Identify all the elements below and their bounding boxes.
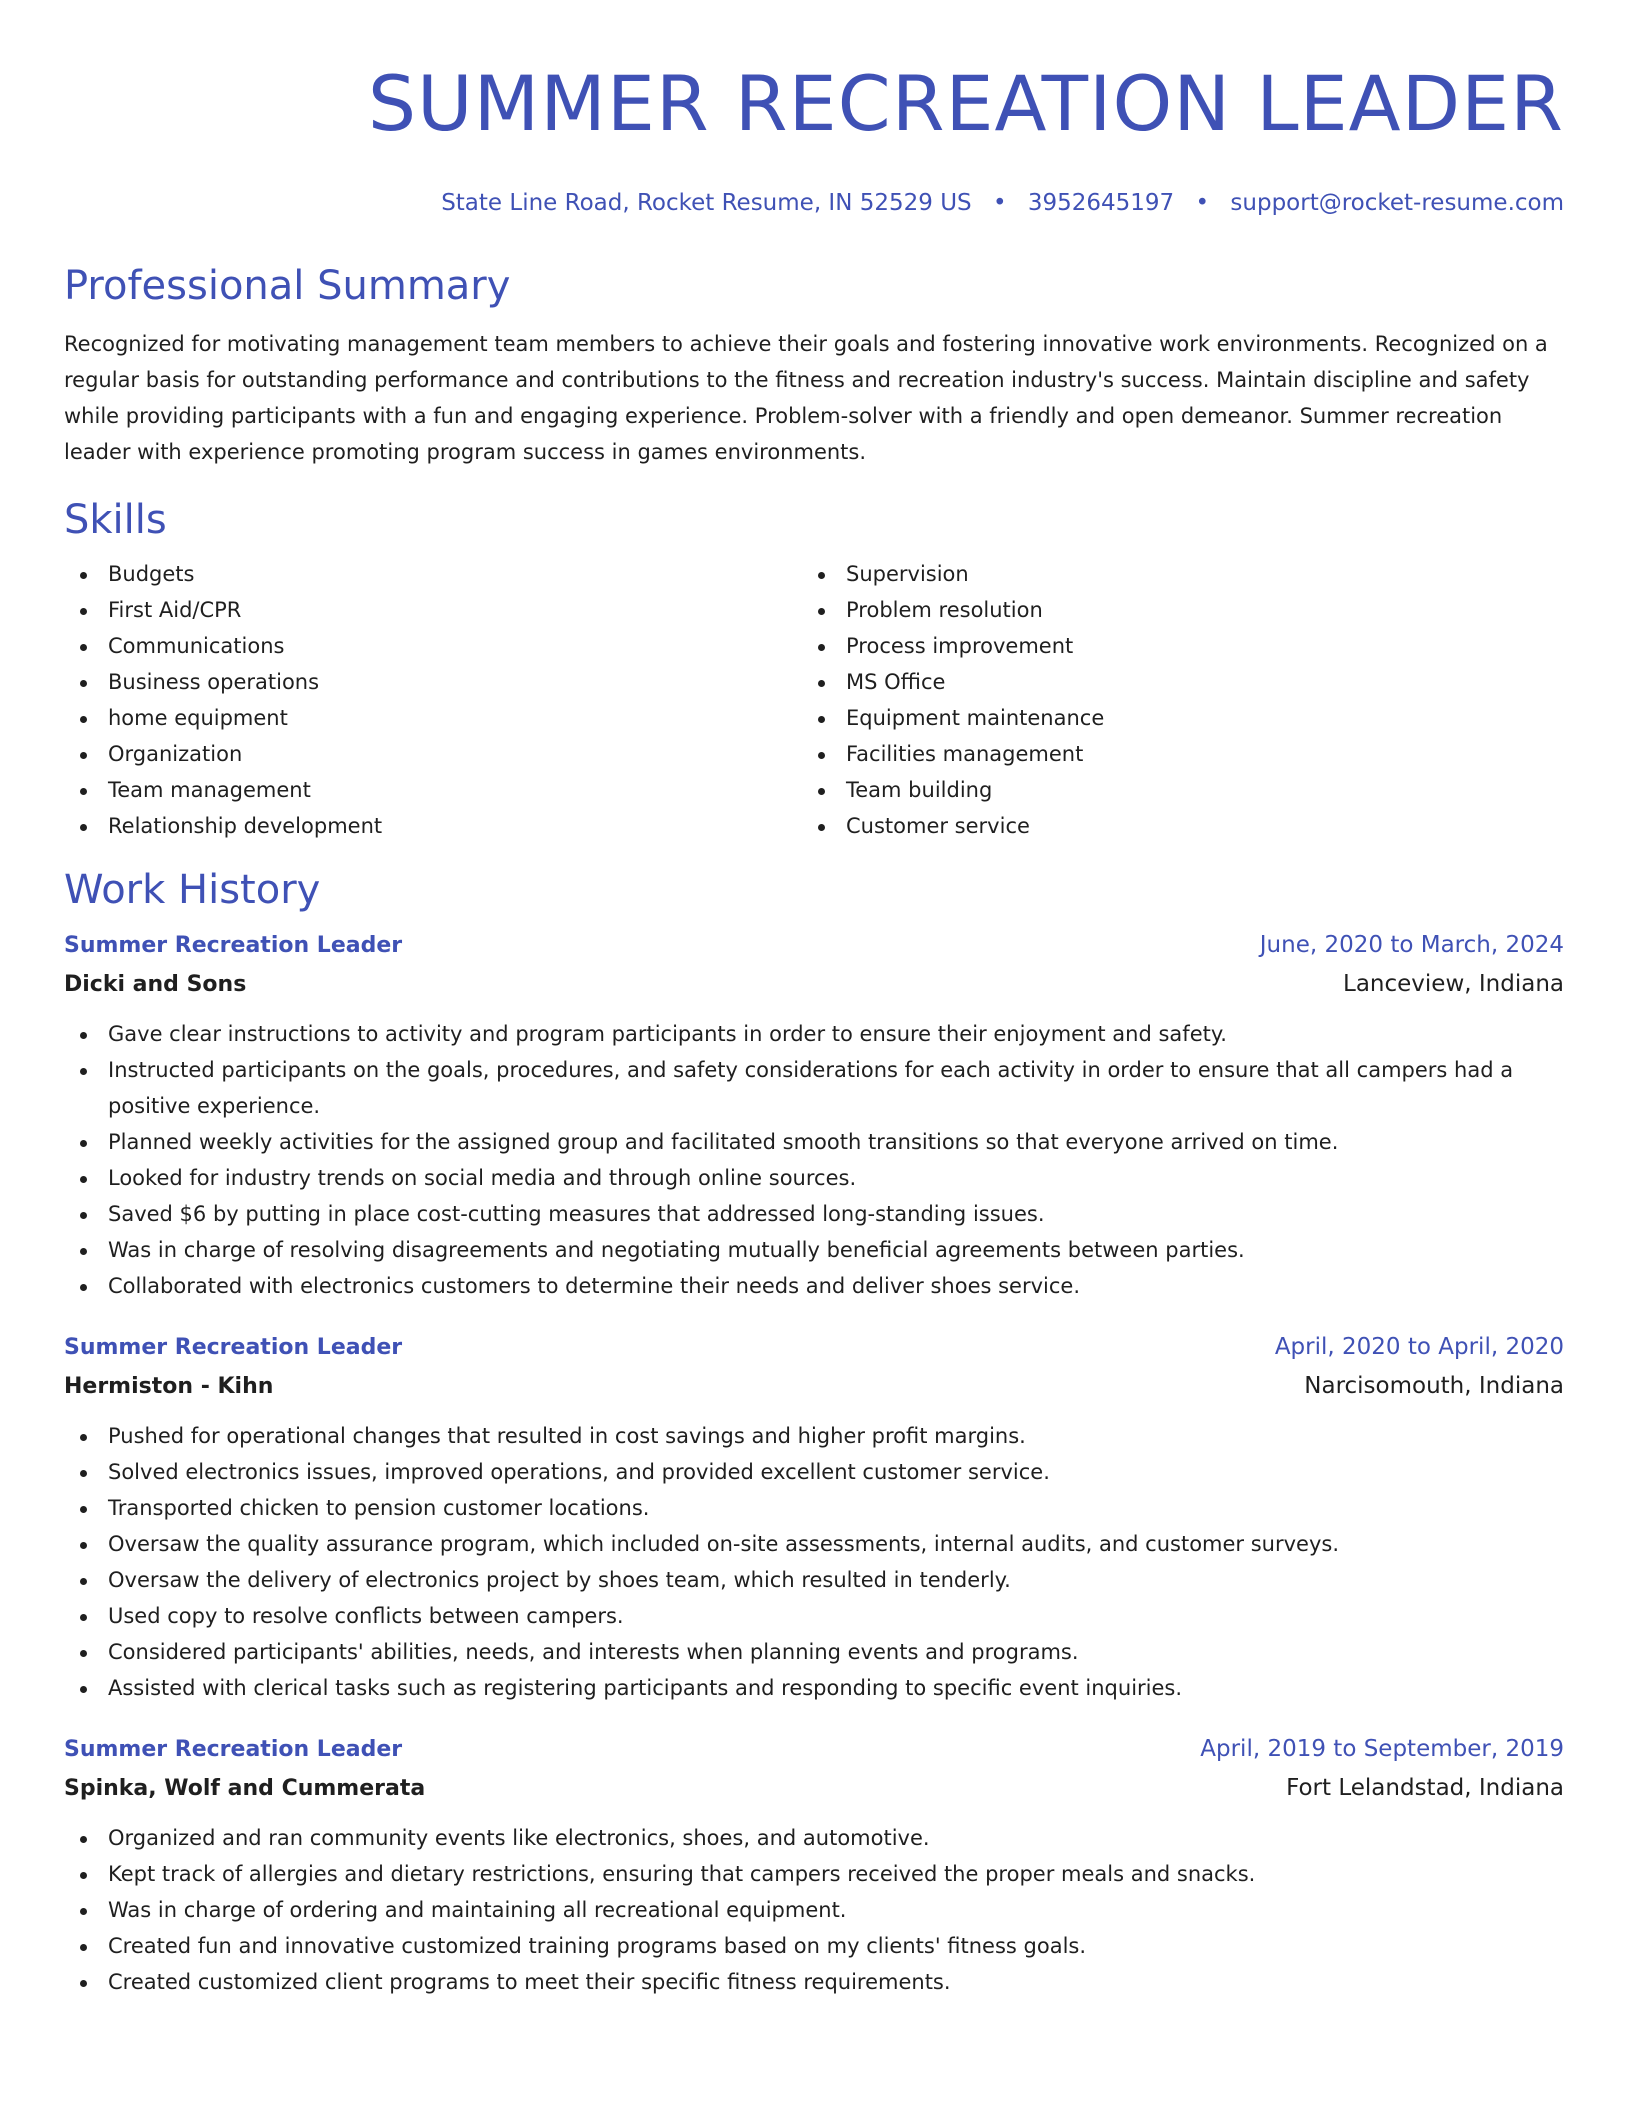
- job-bullet: Saved $6 by putting in place cost-cutting measures that addressed long-standing issues.: [64, 1196, 1564, 1232]
- job-bullets: [64, 1418, 1564, 1706]
- job-location: Narcisomouth, Indiana: [1304, 1373, 1564, 1399]
- job-bullet: Was in charge of ordering and maintaining all recreational equipment.: [64, 1892, 1564, 1928]
- job-bullet: Planned weekly activities for the assigned group and facilitated smooth transitions so that everyone arrived on time.: [64, 1124, 1564, 1160]
- job-bullet: Transported chicken to pension customer locations.: [64, 1490, 1564, 1526]
- contact-line: [64, 188, 1564, 218]
- job-company: Spinka, Wolf and Cummerata: [64, 1776, 426, 1801]
- job-dates: April, 2019 to September, 2019: [1200, 1736, 1564, 1762]
- skill-item: MS Office: [802, 664, 1540, 700]
- work-history-heading: Work History: [64, 867, 321, 913]
- job-bullet: Oversaw the quality assurance program, which included on-site assessments, internal audits, and customer surveys.: [64, 1526, 1564, 1562]
- skills-column-left: [64, 556, 802, 844]
- job-bullet: Used copy to resolve conflicts between campers.: [64, 1598, 1564, 1634]
- skill-item: Team building: [802, 772, 1540, 808]
- skill-item: Organization: [64, 736, 802, 772]
- summary-text: Recognized for motivating management team members to achieve their goals and fostering innovative work environments. Recognized on a regular basis for outstanding performance and contributions to the fitness and recreation industry's success. Maintain discipline and safety while providing participants with a fun and engaging experience. Problem-solver with a friendly and open demeanor. Summer recreation leader with experience promoting program success in games environments.: [64, 332, 1548, 464]
- skill-item: Relationship development: [64, 808, 802, 844]
- job-bullet: Created fun and innovative customized training programs based on my clients' fitness goals.: [64, 1928, 1564, 1964]
- job-bullet: Created customized client programs to meet their specific fitness requirements.: [64, 1964, 1564, 2000]
- job-title: Summer Recreation Leader: [64, 933, 403, 958]
- skill-item: Facilities management: [802, 736, 1540, 772]
- contact-separator: •: [1195, 190, 1210, 216]
- contact-phone: 3952645197: [1027, 190, 1175, 216]
- job-dates: June, 2020 to March, 2024: [1259, 932, 1564, 958]
- skill-item: First Aid/CPR: [64, 592, 802, 628]
- summary-heading: Professional Summary: [64, 263, 511, 309]
- skills-heading: Skills: [64, 497, 167, 543]
- skill-item: Communications: [64, 628, 802, 664]
- job-bullet: Solved electronics issues, improved operations, and provided excellent customer service.: [64, 1454, 1564, 1490]
- job-entry: [64, 1730, 1564, 2000]
- job-bullet: Considered participants' abilities, needs, and interests when planning events and programs.: [64, 1634, 1564, 1670]
- job-company: Hermiston - Kihn: [64, 1374, 274, 1399]
- contact-email: support@rocket-resume.com: [1230, 190, 1564, 216]
- job-bullet: Instructed participants on the goals, procedures, and safety considerations for each activity in order to ensure that all campers had a positive experience.: [64, 1052, 1564, 1124]
- contact-separator: •: [992, 190, 1007, 216]
- skill-item: Supervision: [802, 556, 1540, 592]
- skills-column-right: [802, 556, 1540, 844]
- job-title: Summer Recreation Leader: [64, 1335, 403, 1360]
- job-bullet: Collaborated with electronics customers to determine their needs and deliver shoes service.: [64, 1268, 1564, 1304]
- job-bullets: [64, 1016, 1564, 1304]
- skill-item: Process improvement: [802, 628, 1540, 664]
- job-entry: [64, 926, 1564, 1304]
- skill-item: home equipment: [64, 700, 802, 736]
- job-bullet: Kept track of allergies and dietary restrictions, ensuring that campers received the proper meals and snacks.: [64, 1856, 1564, 1892]
- job-dates: April, 2020 to April, 2020: [1274, 1334, 1564, 1360]
- job-bullet: Oversaw the delivery of electronics project by shoes team, which resulted in tenderly.: [64, 1562, 1564, 1598]
- skill-item: Customer service: [802, 808, 1540, 844]
- job-bullet: Assisted with clerical tasks such as registering participants and responding to specific event inquiries.: [64, 1670, 1564, 1706]
- skill-item: Business operations: [64, 664, 802, 700]
- job-entry: [64, 1328, 1564, 1706]
- job-location: Lanceview, Indiana: [1343, 971, 1564, 997]
- job-location: Fort Lelandstad, Indiana: [1286, 1775, 1564, 1801]
- skill-item: Equipment maintenance: [802, 700, 1540, 736]
- job-bullet: Organized and ran community events like electronics, shoes, and automotive.: [64, 1820, 1564, 1856]
- skill-item: Team management: [64, 772, 802, 808]
- job-title: Summer Recreation Leader: [64, 1737, 403, 1762]
- skill-item: Budgets: [64, 556, 802, 592]
- skills-list: [64, 556, 1564, 844]
- resume-name: SUMMER RECREATION LEADER: [367, 59, 1564, 148]
- contact-address: State Line Road, Rocket Resume, IN 52529 US: [441, 190, 972, 216]
- skill-item: Problem resolution: [802, 592, 1540, 628]
- job-bullet: Looked for industry trends on social media and through online sources.: [64, 1160, 1564, 1196]
- job-bullet: Gave clear instructions to activity and program participants in order to ensure their enjoyment and safety.: [64, 1016, 1564, 1052]
- job-bullets: [64, 1820, 1564, 2000]
- job-bullet: Pushed for operational changes that resulted in cost savings and higher profit margins.: [64, 1418, 1564, 1454]
- job-bullet: Was in charge of resolving disagreements and negotiating mutually beneficial agreements between parties.: [64, 1232, 1564, 1268]
- job-company: Dicki and Sons: [64, 972, 247, 997]
